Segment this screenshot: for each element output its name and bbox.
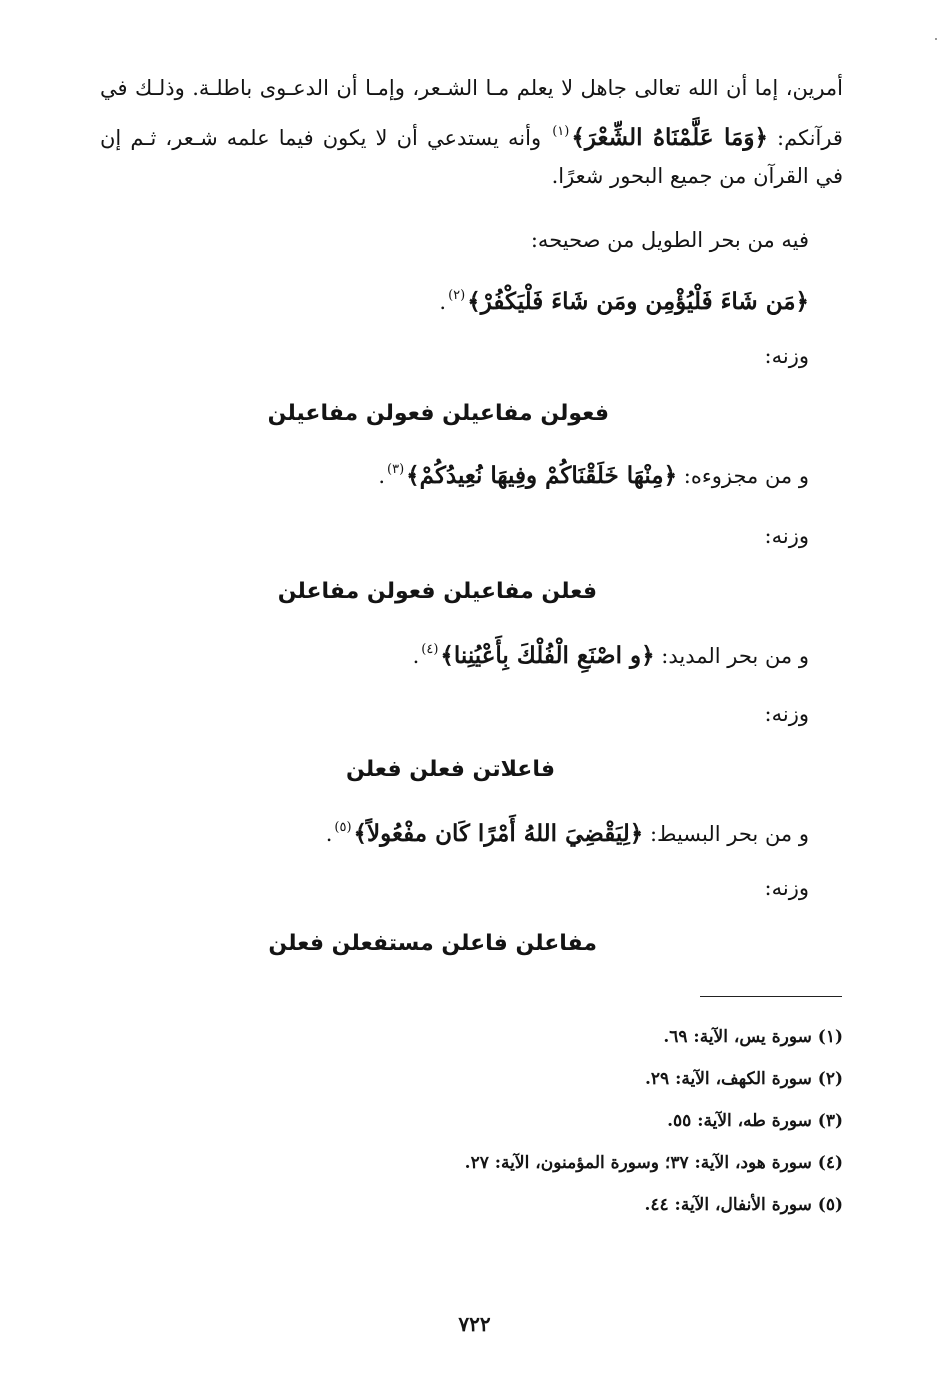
footnote-ref-5: (٥) xyxy=(334,820,352,835)
majzu-meter: فعلن مفاعيلن فعولن مفاعلن xyxy=(277,579,597,604)
madid-line xyxy=(413,634,809,672)
footnote-1: (١) سورة يس، الآية: ٦٩. xyxy=(663,1027,843,1047)
quran-verse-5: ﴿لِيَقْضِيَ اللهُ أَمْرًا كَان مفْعُولاً﴾ xyxy=(353,820,644,847)
quran-verse-4: ﴿و اصْنَعِ الْفُلْكَ بِأَعْيُنِنا﴾ xyxy=(440,642,655,669)
tawil-intro: فيه من بحر الطويل من صحيحه: xyxy=(530,228,809,252)
quran-verse-1: ﴿وَمَا عَلَّمْنَاهُ الشِّعْرَ﴾ xyxy=(571,124,768,151)
madid-verse-end: . xyxy=(412,644,420,668)
tawil-verse-end: . xyxy=(439,290,447,314)
basit-intro: و من بحر البسيط: xyxy=(649,822,809,846)
quran-verse-3: ﴿مِنْهَا خَلَقْنَاكُمْ وفِيهَا نُعِيدُكُمْ﴾ xyxy=(406,462,678,489)
footnote-ref-2: (٢) xyxy=(448,288,466,303)
footnote-separator xyxy=(700,996,842,997)
majzu-line xyxy=(378,454,809,492)
footnote-2: (٢) سورة الكهف، الآية: ٢٩. xyxy=(645,1069,843,1089)
basit-verse-end: . xyxy=(325,822,333,846)
paragraph-line-1: أمرين، إما أن الله تعالى جاهل لا يعلم مـا الشـعر، وإمـا أن الدعـوى باطلـة. وذلـك في xyxy=(100,76,843,100)
tawil-meter: فعولن مفاعيلن فعولن مفاعيلن xyxy=(267,401,609,426)
majzu-intro: و من مجزوءه: xyxy=(683,464,809,488)
basit-wazn-label: وزنه: xyxy=(764,876,809,900)
scan-speck xyxy=(935,38,937,40)
basit-meter: مفاعلن فاعلن مستفعلن فعلن xyxy=(268,931,597,956)
paragraph-line-2-lead: قرآنكم: xyxy=(777,126,843,150)
paragraph-line-3: في القرآن من جميع البحور شعرًا. xyxy=(551,164,843,188)
madid-meter: فاعلاتن فعلن فعلن xyxy=(346,757,555,782)
majzu-verse-end: . xyxy=(378,464,386,488)
tawil-verse-line xyxy=(439,280,809,318)
quran-verse-2: ﴿مَن شَاءَ فَلْيُؤْمِن ومَن شَاءَ فَلْيَكْفُرْ﴾ xyxy=(467,288,809,315)
footnote-5: (٥) سورة الأنفال، الآية: ٤٤. xyxy=(644,1195,843,1215)
footnote-3: (٣) سورة طه، الآية: ٥٥. xyxy=(667,1111,843,1131)
majzu-wazn-label: وزنه: xyxy=(764,524,809,548)
footnote-4: (٤) سورة هود، الآية: ٣٧؛ وسورة المؤمنون، الآية: ٢٧. xyxy=(464,1153,843,1173)
page-number: ٧٢٢ xyxy=(458,1312,491,1336)
basit-line xyxy=(326,812,809,850)
paragraph-line-2 xyxy=(100,116,843,154)
madid-intro: و من بحر المديد: xyxy=(661,644,809,668)
footnote-ref-4: (٤) xyxy=(421,642,439,657)
tawil-wazn-label: وزنه: xyxy=(764,344,809,368)
footnote-ref-3: (٣) xyxy=(387,462,405,477)
madid-wazn-label: وزنه: xyxy=(764,702,809,726)
footnote-ref-1: (١) xyxy=(552,124,570,139)
paragraph-line-2-tail: وأنه يستدعي أن لا يكون فيما علمه شـعر، ثـم إن xyxy=(100,126,542,150)
